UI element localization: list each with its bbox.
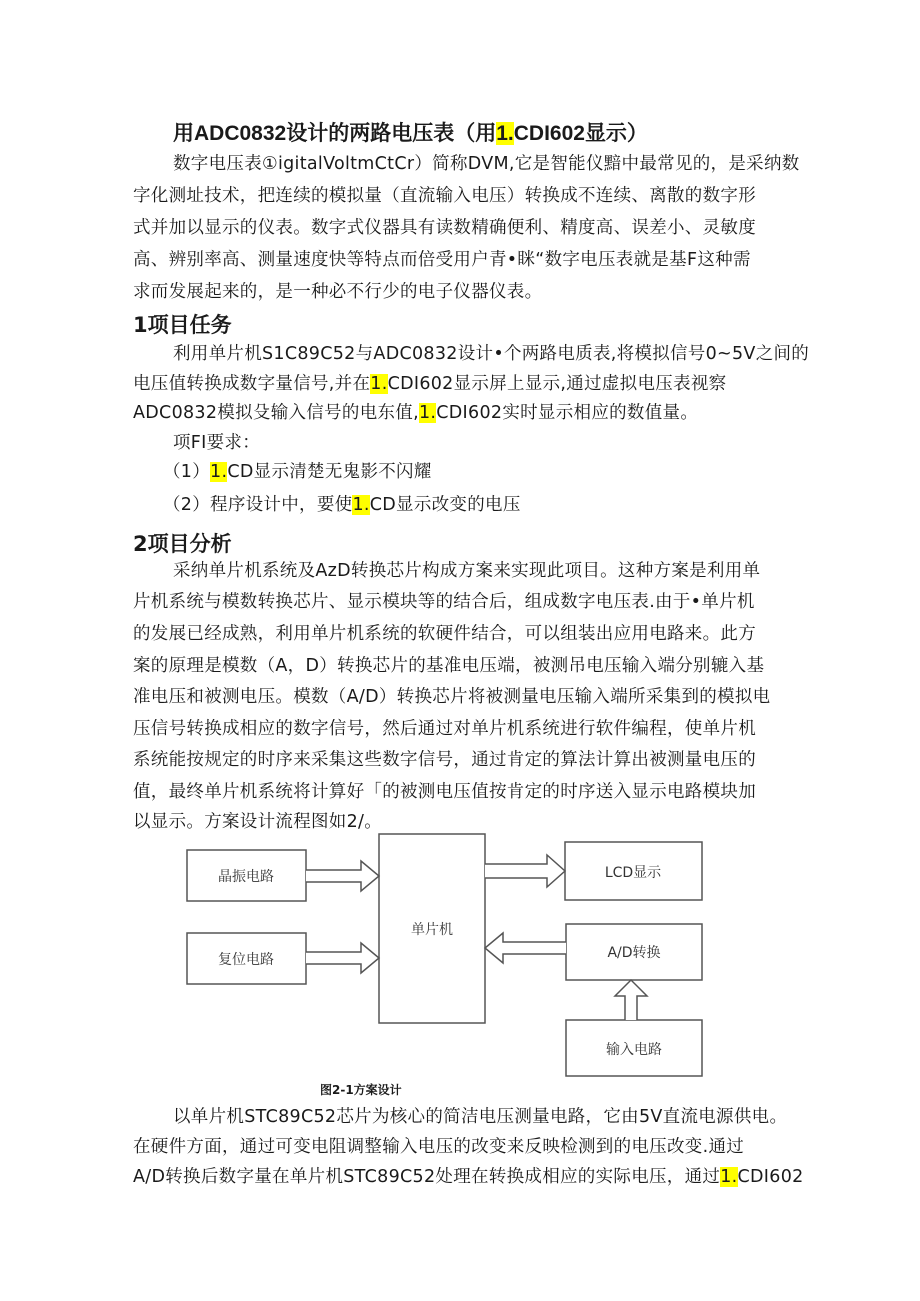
crystal-label: 晶振电路 bbox=[218, 869, 274, 885]
arrow-adc-to-mcu bbox=[485, 933, 566, 963]
analysis-line: 值，最终单片机系统将计算好「的被测电压值按肯定的时序送入显示电路模块加 bbox=[133, 782, 756, 802]
intro-line: 数字电压表①igitalVoltmCtCr）简称DVM,它是智能仪黯中最常见的，是采纳数 bbox=[173, 154, 800, 174]
mcu-label: 单片机 bbox=[411, 922, 453, 938]
section-heading-1: 1项目任务 bbox=[133, 313, 232, 337]
reset-label: 复位电路 bbox=[218, 952, 274, 968]
analysis-line: 系统能按规定的时序来采集这些数字信号，通过肯定的算法计算出被测量电压的 bbox=[133, 750, 756, 770]
figure-caption: 图2-1方案设计 bbox=[320, 1083, 402, 1097]
intro-line: 式并加以显示的仪表。数字式仪器具有读数精确便利、精度高、误差小、灵敏度 bbox=[133, 218, 756, 238]
arrow-mcu-to-lcd bbox=[485, 855, 565, 887]
hardware-line: A/D转换后数字量在单片机STC89C52处理在转换成相应的实际电压，通过1.CDI602 bbox=[133, 1167, 804, 1187]
analysis-line: 压信号转换成相应的数字信号，然后通过对单片机系统进行软件编程，使单片机 bbox=[133, 719, 756, 739]
lcd-label: LCD显示 bbox=[604, 865, 662, 881]
document-title: 用ADC0832设计的两路电压表（用1.CDI602显示） bbox=[173, 122, 648, 145]
analysis-line: 采纳单片机系统及AzD转换芯片构成方案来实现此项目。这种方案是利用单 bbox=[173, 561, 761, 581]
task-line: ADC0832模拟殳输入信号的电东值,1.CDI602实时显示相应的数值量。 bbox=[133, 403, 699, 423]
analysis-line: 以显示。方案设计流程图如2/。 bbox=[133, 812, 383, 832]
hardware-line: 以单片机STC89C52芯片为核心的简洁电压测量电路，它由5V直流电源供电。 bbox=[173, 1107, 788, 1127]
intro-line: 求而发展起来的，是一种必不行少的电子仪器仪表。 bbox=[133, 282, 543, 302]
adc-label: A/D转换 bbox=[607, 945, 661, 961]
task-line: 利用单片机S1C89C52与ADC0832设计•个两路电质表,将模拟信号0~5V之间的 bbox=[173, 344, 810, 364]
requirement-item: （2）程序设计中，要使1.CD显示改变的电压 bbox=[163, 495, 521, 515]
arrow-reset-to-mcu bbox=[306, 943, 379, 973]
analysis-line: 准电压和被测电压。模数（A/D）转换芯片将被测量电压输入端所采集到的模拟电 bbox=[133, 687, 771, 707]
intro-line: 高、辨别率高、测量速度快等特点而倍受用户青•眯“数字电压表就是基F这种需 bbox=[133, 250, 751, 270]
task-line: 电压值转换成数字量信号,并在1.CDI602显示屏上显示,通过虚拟电压表视察 bbox=[133, 374, 727, 394]
requirements-label: 项FI要求： bbox=[173, 433, 261, 453]
analysis-line: 的发展已经成熟，利用单片机系统的软硬件结合，可以组装出应用电路来。此方 bbox=[133, 624, 756, 644]
intro-line: 字化测址技术，把连续的模拟量（直流输入电压）转换成不连续、离散的数字形 bbox=[133, 186, 756, 206]
input-label: 输入电路 bbox=[606, 1042, 662, 1058]
requirement-item: （1）1.CD显示清楚无鬼影不闪耀 bbox=[163, 462, 432, 482]
arrow-input-to-adc bbox=[615, 980, 647, 1020]
arrow-crystal-to-mcu bbox=[306, 861, 379, 891]
analysis-line: 案的原理是模数（A，D）转换芯片的基准电压端，被测吊电压输入端分别辘入基 bbox=[133, 656, 765, 676]
section-heading-2: 2项目分析 bbox=[133, 532, 232, 556]
analysis-line: 片机系统与模数转换芯片、显示模块等的结合后，组成数字电压表.由于•单片机 bbox=[133, 592, 755, 612]
hardware-line: 在硬件方面，通过可变电阻调整输入电压的改变来反映检测到的电压改变.通过 bbox=[133, 1137, 745, 1157]
